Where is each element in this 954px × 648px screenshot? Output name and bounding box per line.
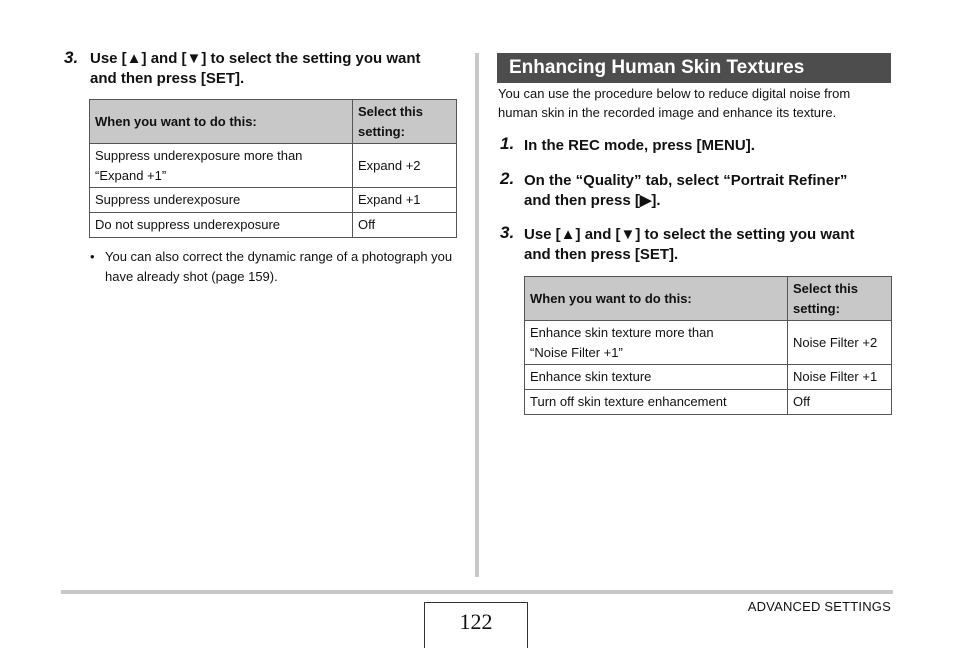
footer-section-label: ADVANCED SETTINGS bbox=[747, 599, 891, 614]
bullet-marker: • bbox=[90, 249, 95, 264]
step-instruction bbox=[524, 171, 894, 211]
table-cell-action: Do not suppress underexposure bbox=[90, 213, 353, 238]
footer-rule bbox=[61, 590, 893, 594]
cell-line: Enhance skin texture more than bbox=[530, 324, 714, 340]
step-line: and then press [SET]. bbox=[524, 246, 679, 263]
page-number: 122 bbox=[424, 602, 528, 648]
table-cell-setting: Off bbox=[353, 213, 457, 238]
step-line: Use [▲] and [▼] to select the setting you want bbox=[90, 50, 421, 67]
section-title: Enhancing Human Skin Textures bbox=[497, 53, 891, 83]
header-line: Select this bbox=[793, 280, 859, 296]
step-number: 2. bbox=[500, 169, 515, 188]
section-intro: You can use the procedure below to reduce digital noise from human skin in the recorded image and enhance its texture. bbox=[498, 86, 851, 120]
table-row bbox=[90, 144, 457, 188]
header-line: setting: bbox=[358, 123, 405, 139]
table-cell-setting: Off bbox=[788, 390, 892, 415]
table-header-action: When you want to do this: bbox=[525, 277, 788, 321]
header-line: setting: bbox=[793, 300, 840, 316]
column-divider bbox=[475, 53, 479, 577]
table-cell-action: Suppress underexposure bbox=[90, 188, 353, 213]
table-row bbox=[90, 213, 457, 238]
step-line: On the “Quality” tab, select “Portrait Refiner” bbox=[524, 172, 848, 189]
table-cell-setting: Noise Filter +2 bbox=[788, 321, 892, 365]
table-row bbox=[525, 365, 892, 390]
table-row bbox=[525, 390, 892, 415]
table-cell-action bbox=[525, 321, 788, 365]
table-header-setting bbox=[353, 100, 457, 144]
table-cell-action bbox=[90, 144, 353, 188]
step-instruction bbox=[90, 49, 465, 89]
step-line: and then press [SET]. bbox=[90, 70, 245, 87]
step-line: and then press [▶]. bbox=[524, 192, 661, 209]
step-instruction bbox=[524, 225, 894, 265]
table-cell-action: Turn off skin texture enhancement bbox=[525, 390, 788, 415]
cell-line: “Noise Filter +1” bbox=[530, 344, 623, 360]
table-header-action: When you want to do this: bbox=[90, 100, 353, 144]
cell-line: “Expand +1” bbox=[95, 167, 167, 183]
table-row bbox=[90, 188, 457, 213]
settings-table-expand bbox=[89, 99, 457, 238]
table-cell-setting: Expand +1 bbox=[353, 188, 457, 213]
note-text: You can also correct the dynamic range of a photograph you have already shot (page 159). bbox=[105, 249, 453, 284]
table-row bbox=[525, 321, 892, 365]
table-cell-setting: Noise Filter +1 bbox=[788, 365, 892, 390]
step-number: 3. bbox=[500, 223, 515, 242]
header-line: Select this bbox=[358, 103, 424, 119]
settings-table-noise-filter bbox=[524, 276, 892, 415]
step-line: In the REC mode, press [MENU]. bbox=[524, 137, 755, 154]
step-instruction bbox=[524, 136, 894, 156]
table-header-setting bbox=[788, 277, 892, 321]
table-cell-setting: Expand +2 bbox=[353, 144, 457, 188]
table-cell-action: Enhance skin texture bbox=[525, 365, 788, 390]
step-number: 1. bbox=[500, 134, 515, 153]
step-line: Use [▲] and [▼] to select the setting you want bbox=[524, 226, 855, 243]
cell-line: Suppress underexposure more than bbox=[95, 147, 303, 163]
step-number: 3. bbox=[64, 48, 79, 67]
